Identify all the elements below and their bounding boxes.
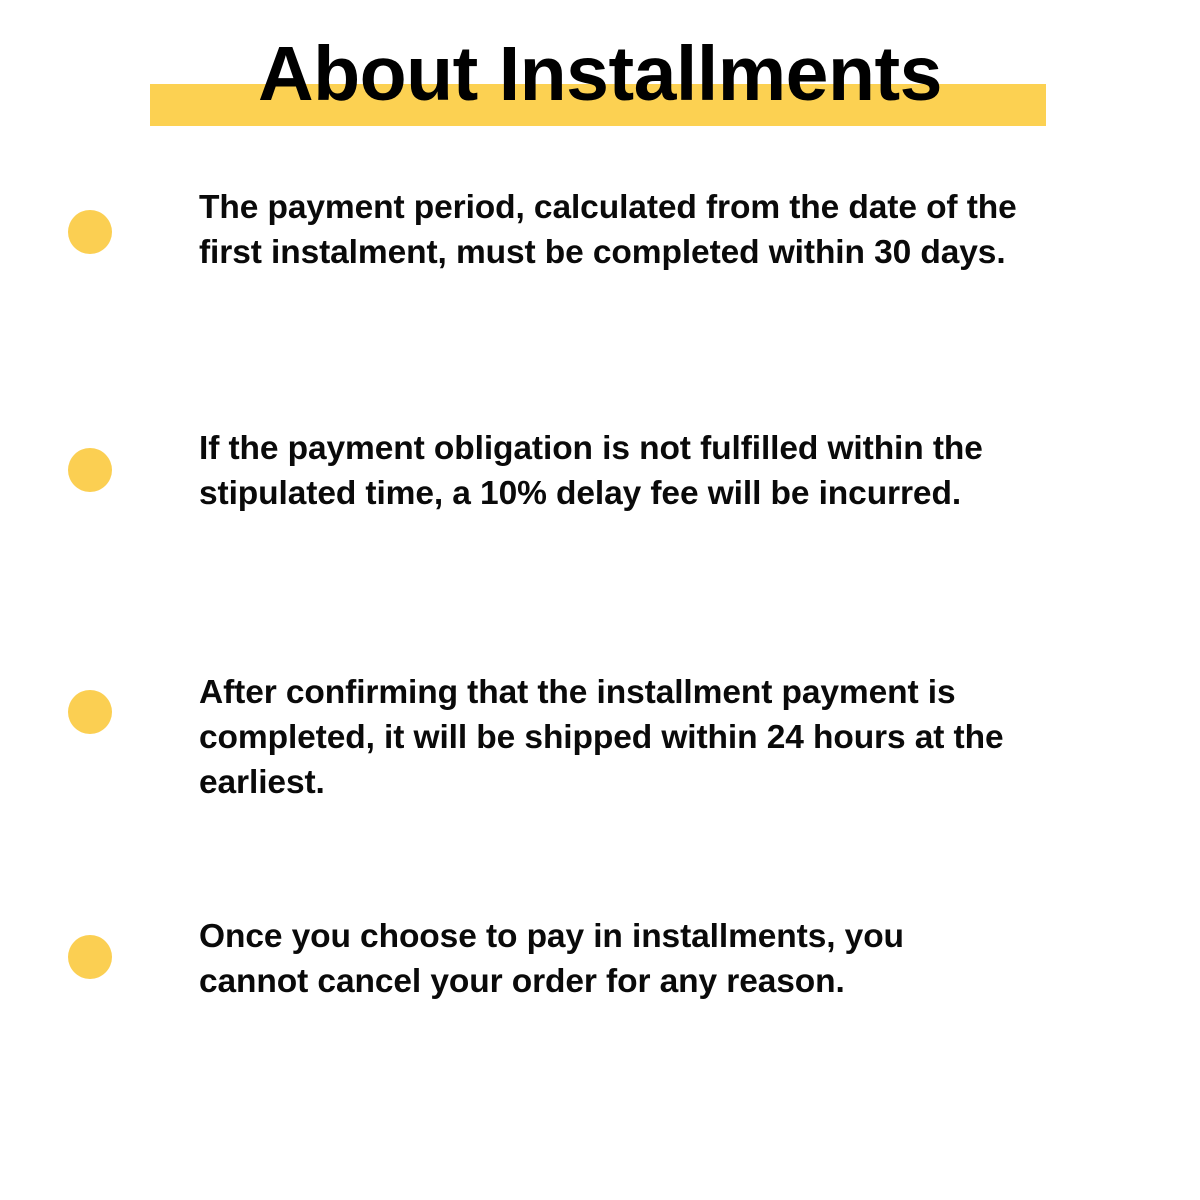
bullet-dot-icon xyxy=(68,935,112,979)
list-item xyxy=(0,426,1200,670)
installment-terms-list xyxy=(0,182,1200,1158)
bullet-dot-icon xyxy=(68,210,112,254)
list-item-text: After confirming that the installment payment is completed, it will be shipped within 24 hours at the earliest. xyxy=(199,674,1004,801)
list-item-text: The payment period, calculated from the date of the first instalment, must be completed within 30 days. xyxy=(199,189,1017,271)
page-title-block xyxy=(0,0,1200,150)
list-item xyxy=(0,670,1200,914)
list-item-text: If the payment obligation is not fulfilled within the stipulated time, a 10% delay fee will be incurred. xyxy=(199,430,983,512)
list-item xyxy=(0,914,1200,1158)
page-title: About Installments xyxy=(257,31,943,117)
list-item xyxy=(0,182,1200,426)
bullet-dot-icon xyxy=(68,690,112,734)
bullet-dot-icon xyxy=(68,448,112,492)
list-item-text: Once you choose to pay in installments, you cannot cancel your order for any reason. xyxy=(199,918,904,1000)
